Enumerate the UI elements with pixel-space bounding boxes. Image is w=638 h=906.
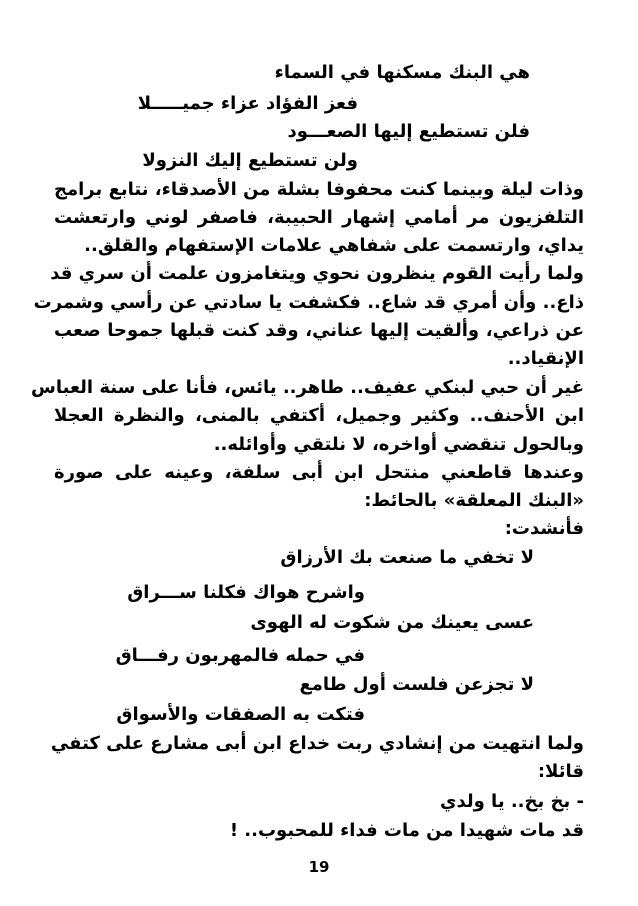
paragraph-line: ابن الأحنف.. وكثير وجميل، أكتفي بالمنى، والنظرة العجلا <box>54 405 584 426</box>
paragraph-line: غير أن حبي لبنكي عفيف.. طاهر.. يائس، فأنا على سنة العباس <box>31 377 584 398</box>
paragraph-line: وبالحول تنقضي أواخره، لا نلتقي وأوائله.. <box>213 434 584 455</box>
paragraph-line: ولما رأيت القوم ينظرون نحوي ويتغامزون علمت أن سري قد <box>50 263 584 284</box>
paragraph-line: الإنقياد.. <box>507 348 584 369</box>
verse-line: في حمله فالمهربون رفـــاق <box>115 645 365 666</box>
verse-line: فعز الفؤاد عزاء جميـــــلا <box>137 93 358 114</box>
verse-line: فتكت به الصفقات والأسواق <box>116 704 365 725</box>
paragraph-line: التلفزيون مر أمامي إشهار الحبيبة، فاصفر لوني وارتعشت <box>54 207 584 228</box>
paragraph-line: وعندها قاطعني منتحل ابن أبى سلفة، وعينه على صورة <box>54 462 584 483</box>
paragraph-line: فأنشدت: <box>504 518 584 539</box>
paragraph-line: «البنك المعلقة» بالحائط: <box>364 490 584 511</box>
verse-line: فلن تستطيع إليها الصعـــود <box>287 121 530 142</box>
verse-line: لا تجزعن فلست أول طامع <box>299 674 534 695</box>
verse-line: عسى يعينك من شكوت له الهوى <box>250 612 534 633</box>
verse-line: لا تخفي ما صنعت بك الأرزاق <box>280 547 534 568</box>
verse-line: واشرح هواك فكلنا ســـراق <box>127 582 365 603</box>
paragraph-line: ذاع.. وأن أمري قد شاع.. فكشفت يا سادتي عن رأسي وشمرت <box>33 292 584 313</box>
paragraph-line: ولما انتهيت من إنشادي ربت خداع ابن أبى مشارع على كتفي <box>50 733 584 754</box>
dialogue-line: - بخ بخ.. يا ولدي <box>439 791 584 812</box>
paragraph-line: قد مات شهيدا من مات فداء للمحبوب.. ! <box>229 820 584 841</box>
verse-line: هي البنك مسكنها في السماء <box>274 62 530 83</box>
paragraph-line: قائلا: <box>537 761 584 782</box>
paragraph-line: وذات ليلة وبينما كنت محفوفا بشلة من الأصدقاء، نتابع برامج <box>54 179 584 200</box>
page-number: 19 <box>308 858 330 876</box>
verse-line: ولن تستطيع إليك النزولا <box>142 150 358 171</box>
paragraph-line: عن ذراعي، وألقيت إليها عناني، وقد كنت قبلها جموحا صعب <box>54 320 584 341</box>
paragraph-line: يداي، وارتسمت على شفاهي علامات الإستفهام والقلق.. <box>84 235 584 256</box>
